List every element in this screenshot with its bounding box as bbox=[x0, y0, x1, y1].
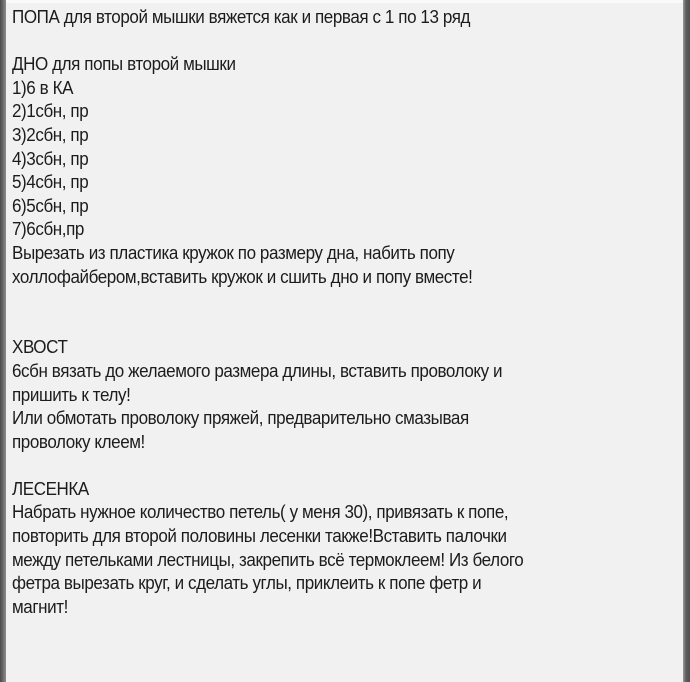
ladder-line: магнит! bbox=[12, 595, 68, 617]
row-6: 6)5сбн, пр bbox=[12, 194, 89, 216]
top-edge bbox=[6, 0, 683, 3]
right-border bbox=[683, 0, 690, 682]
tail-line: 6сбн вязать до желаемого размера длины, вставить проволоку и bbox=[12, 359, 503, 381]
ladder-section bbox=[12, 477, 624, 619]
blank-line bbox=[12, 29, 624, 53]
intro-line: ПОПА для второй мышки вяжется как и первая с 1 по 13 ряд bbox=[12, 6, 471, 27]
blank-line bbox=[12, 288, 624, 312]
row-5: 5)4сбн, пр bbox=[12, 171, 89, 193]
instruction-line: Вырезать из пластика кружок по размеру дна, набить попу bbox=[12, 241, 455, 263]
ladder-line: повторить для второй половины лесенки также!Вставить палочки bbox=[12, 525, 507, 547]
section-title-tail: ХВОСТ bbox=[12, 336, 68, 358]
blank-line bbox=[12, 453, 624, 477]
row-3: 3)2сбн, пр bbox=[12, 123, 89, 145]
instruction-line: холлофайбером,вставить кружок и сшить дно и попу вместе! bbox=[12, 265, 473, 287]
tail-line: пришить к телу! bbox=[12, 383, 131, 405]
row-4: 4)3сбн, пр bbox=[12, 147, 89, 169]
section-title-bottom: ДНО для попы второй мышки bbox=[12, 53, 236, 75]
row-1: 1)6 в КА bbox=[12, 76, 74, 98]
tail-line: проволоку клеем! bbox=[12, 430, 145, 452]
tail-line: Или обмотать проволоку пряжей, предварительно смазывая bbox=[12, 407, 469, 429]
row-7: 7)6сбн,пр bbox=[12, 218, 84, 240]
blank-line bbox=[12, 312, 624, 336]
ladder-line: Набрать нужное количество петель( у меня 30), привязать к попе, bbox=[12, 501, 509, 523]
section-title-ladder: ЛЕСЕНКА bbox=[12, 477, 89, 499]
bottom-section bbox=[12, 52, 624, 288]
ladder-line: между петельками лестницы, закрепить всё термоклеем! Из белого bbox=[12, 548, 524, 570]
tail-section bbox=[12, 335, 624, 453]
row-2: 2)1сбн, пр bbox=[12, 100, 89, 122]
left-border bbox=[0, 0, 6, 682]
ladder-line: фетра вырезать круг, и сделать углы, приклеить к попе фетр и bbox=[12, 572, 482, 594]
document-text bbox=[12, 5, 624, 618]
